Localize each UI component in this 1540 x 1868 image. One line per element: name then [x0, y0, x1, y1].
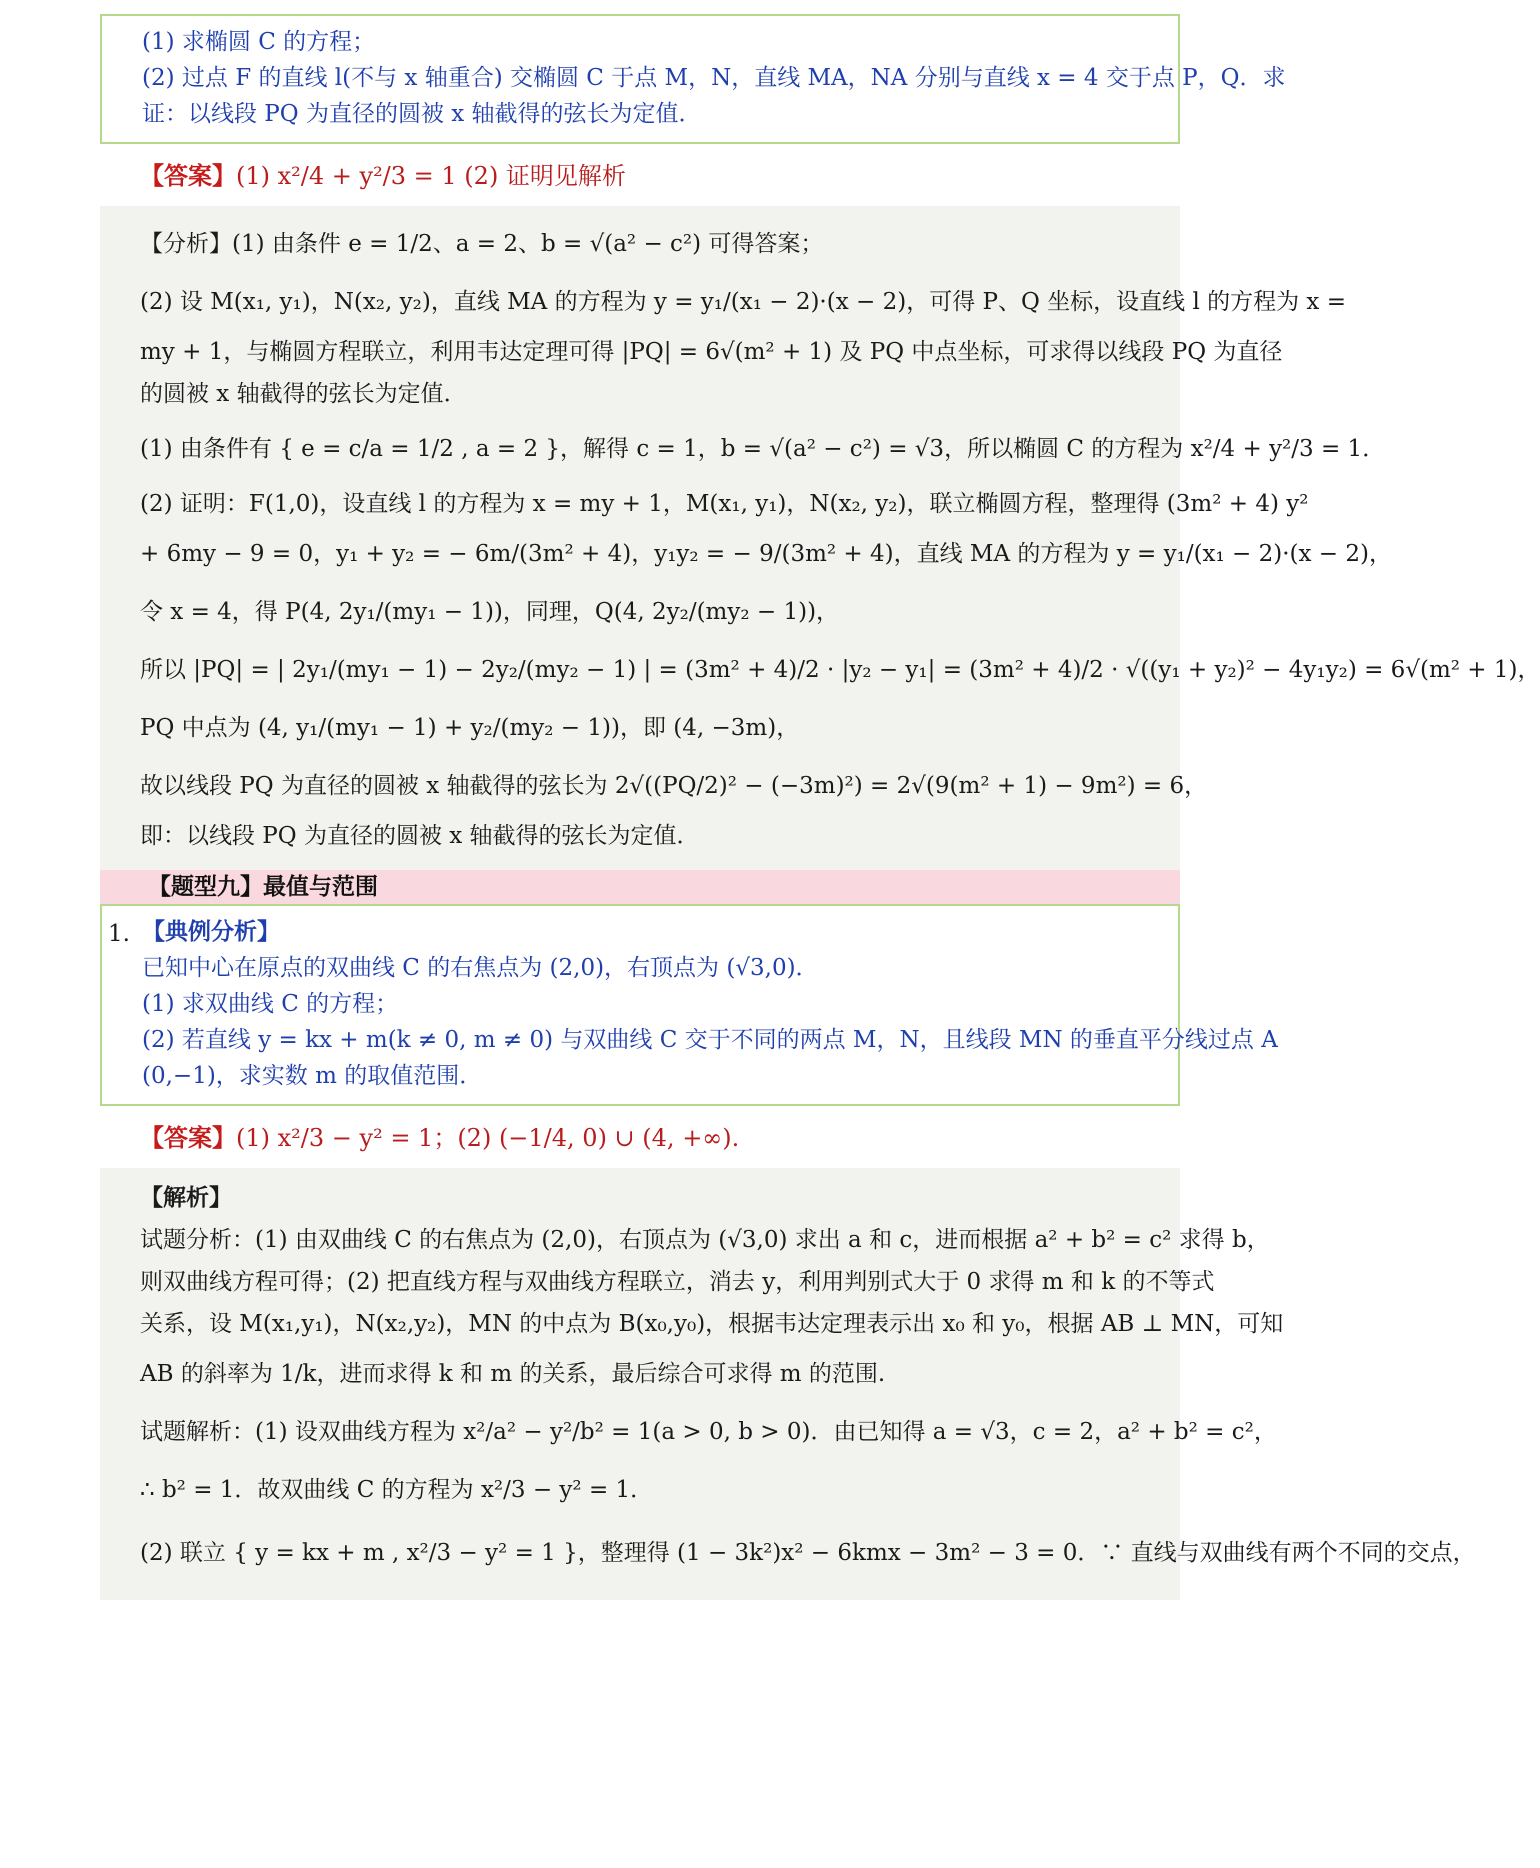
analysis-line: 则双曲线方程可得；(2) 把直线方程与双曲线方程联立，消去 y，利用判别式大于 0 求得 m 和 k 的不等式	[140, 1269, 1215, 1295]
analysis-line: (1) 由条件有 { e = c/a = 1/2 , a = 2 }，解得 c = 1，b = √(a² − c²) = √3，所以椭圆 C 的方程为 x²/4 + y²/3 = 1．	[140, 436, 1386, 462]
analysis-line: 【分析】(1) 由条件 e = 1/2、a = 2、b = √(a² − c²) 可得答案；	[140, 231, 824, 257]
analysis-line: + 6my − 9 = 0，y₁ + y₂ = − 6m/(3m² + 4)，y₁y₂ = − 9/(3m² + 4)，直线 MA 的方程为 y = y₁/(x₁ − 2)·(x − 2)，	[140, 541, 1392, 567]
analysis-line: 的圆被 x 轴截得的弦长为定值．	[140, 381, 467, 407]
q1-part2-line2: 证：以线段 PQ 为直径的圆被 x 轴截得的弦长为定值．	[142, 101, 702, 127]
q2-line: (0,−1)，求实数 m 的取值范围．	[142, 1063, 483, 1089]
analysis-line: 令 x = 4，得 P(4, 2y₁/(my₁ − 1))，同理，Q(4, 2y₂/(my₂ − 1))，	[140, 599, 840, 625]
q2-line: 已知中心在原点的双曲线 C 的右焦点为 (2,0)，右顶点为 (√3,0)．	[142, 955, 819, 981]
answer-text: (1) x²/4 + y²/3 = 1 (2) 证明见解析	[236, 162, 626, 190]
analysis-tag: 【解析】	[140, 1184, 232, 1211]
answer-tag: 【答案】	[140, 161, 236, 190]
analysis-1	[100, 206, 1540, 870]
analysis-line: (2) 证明：F(1,0)，设直线 l 的方程为 x = my + 1，M(x₁, y₁)，N(x₂, y₂)，联立椭圆方程，整理得 (3m² + 4) y²	[140, 491, 1309, 517]
question-number: 1.	[108, 921, 130, 947]
q2-line: (1) 求双曲线 C 的方程；	[142, 991, 399, 1017]
q1-part2-line1: (2) 过点 F 的直线 l(不与 x 轴重合) 交椭圆 C 于点 M，N，直线 MA，NA 分别与直线 x = 4 交于点 P，Q．求	[142, 65, 1286, 91]
analysis-line: 关系，设 M(x₁,y₁)，N(x₂,y₂)，MN 的中点为 B(x₀,y₀)，根据韦达定理表示出 x₀ 和 y₀，根据 AB ⊥ MN，可知	[140, 1311, 1284, 1337]
q1-part1: (1) 求椭圆 C 的方程；	[142, 29, 376, 55]
question-box-2	[100, 904, 1278, 1106]
analysis-line: (2) 设 M(x₁, y₁)，N(x₂, y₂)，直线 MA 的方程为 y = y₁/(x₁ − 2)·(x − 2)，可得 P、Q 坐标，设直线 l 的方程为 x =	[140, 289, 1346, 315]
answer-text: (1) x²/3 − y² = 1；(2) (−1/4, 0) ∪ (4, +∞).	[236, 1124, 740, 1152]
analysis-line: ∴ b² = 1．故双曲线 C 的方程为 x²/3 − y² = 1．	[140, 1477, 654, 1503]
analysis-line: (2) 联立 { y = kx + m , x²/3 − y² = 1 }，整理得 (1 − 3k²)x² − 6kmx − 3m² − 3 = 0．∵ 直线与双曲线有两个不同的交点，	[140, 1540, 1476, 1566]
answer-1	[100, 144, 1180, 206]
section-header: 【题型九】最值与范围	[100, 870, 1180, 904]
analysis-line: 试题解析：(1) 设双曲线方程为 x²/a² − y²/b² = 1(a > 0, b > 0)．由已知得 a = √3，c = 2，a² + b² = c²，	[140, 1419, 1277, 1445]
analysis-line: 故以线段 PQ 为直径的圆被 x 轴截得的弦长为 2√((PQ/2)² − (−3m)²) = 2√(9(m² + 1) − 9m²) = 6，	[140, 773, 1208, 799]
analysis-line: 试题分析：(1) 由双曲线 C 的右焦点为 (2,0)，右顶点为 (√3,0) 求出 a 和 c，进而根据 a² + b² = c² 求得 b，	[140, 1227, 1270, 1253]
analysis-line: 即：以线段 PQ 为直径的圆被 x 轴截得的弦长为定值．	[140, 823, 700, 849]
page	[100, 0, 1540, 1600]
analysis-line: 所以 |PQ| = | 2y₁/(my₁ − 1) − 2y₂/(my₂ − 1) | = (3m² + 4)/2 · |y₂ − y₁| = (3m² + 4)/2 · √((y₁ + y₂)² − 4y₁y₂) = 6√(m² + 1)，	[140, 657, 1540, 683]
q2-line: (2) 若直线 y = kx + m(k ≠ 0, m ≠ 0) 与双曲线 C 交于不同的两点 M，N，且线段 MN 的垂直平分线过点 A	[142, 1027, 1278, 1053]
analysis-line: AB 的斜率为 1/k，进而求得 k 和 m 的关系，最后综合可求得 m 的范围.	[140, 1361, 886, 1387]
analysis-line: my + 1，与椭圆方程联立，利用韦达定理可得 |PQ| = 6√(m² + 1) 及 PQ 中点坐标，可求得以线段 PQ 为直径	[140, 339, 1283, 365]
question-box-1	[100, 14, 1286, 144]
analysis-line: PQ 中点为 (4, y₁/(my₁ − 1) + y₂/(my₂ − 1))，即 (4, −3m)，	[140, 715, 800, 741]
question-title: 【典例分析】	[142, 918, 280, 945]
answer-2	[100, 1106, 1180, 1168]
analysis-2	[100, 1168, 1476, 1600]
answer-tag: 【答案】	[140, 1123, 236, 1152]
